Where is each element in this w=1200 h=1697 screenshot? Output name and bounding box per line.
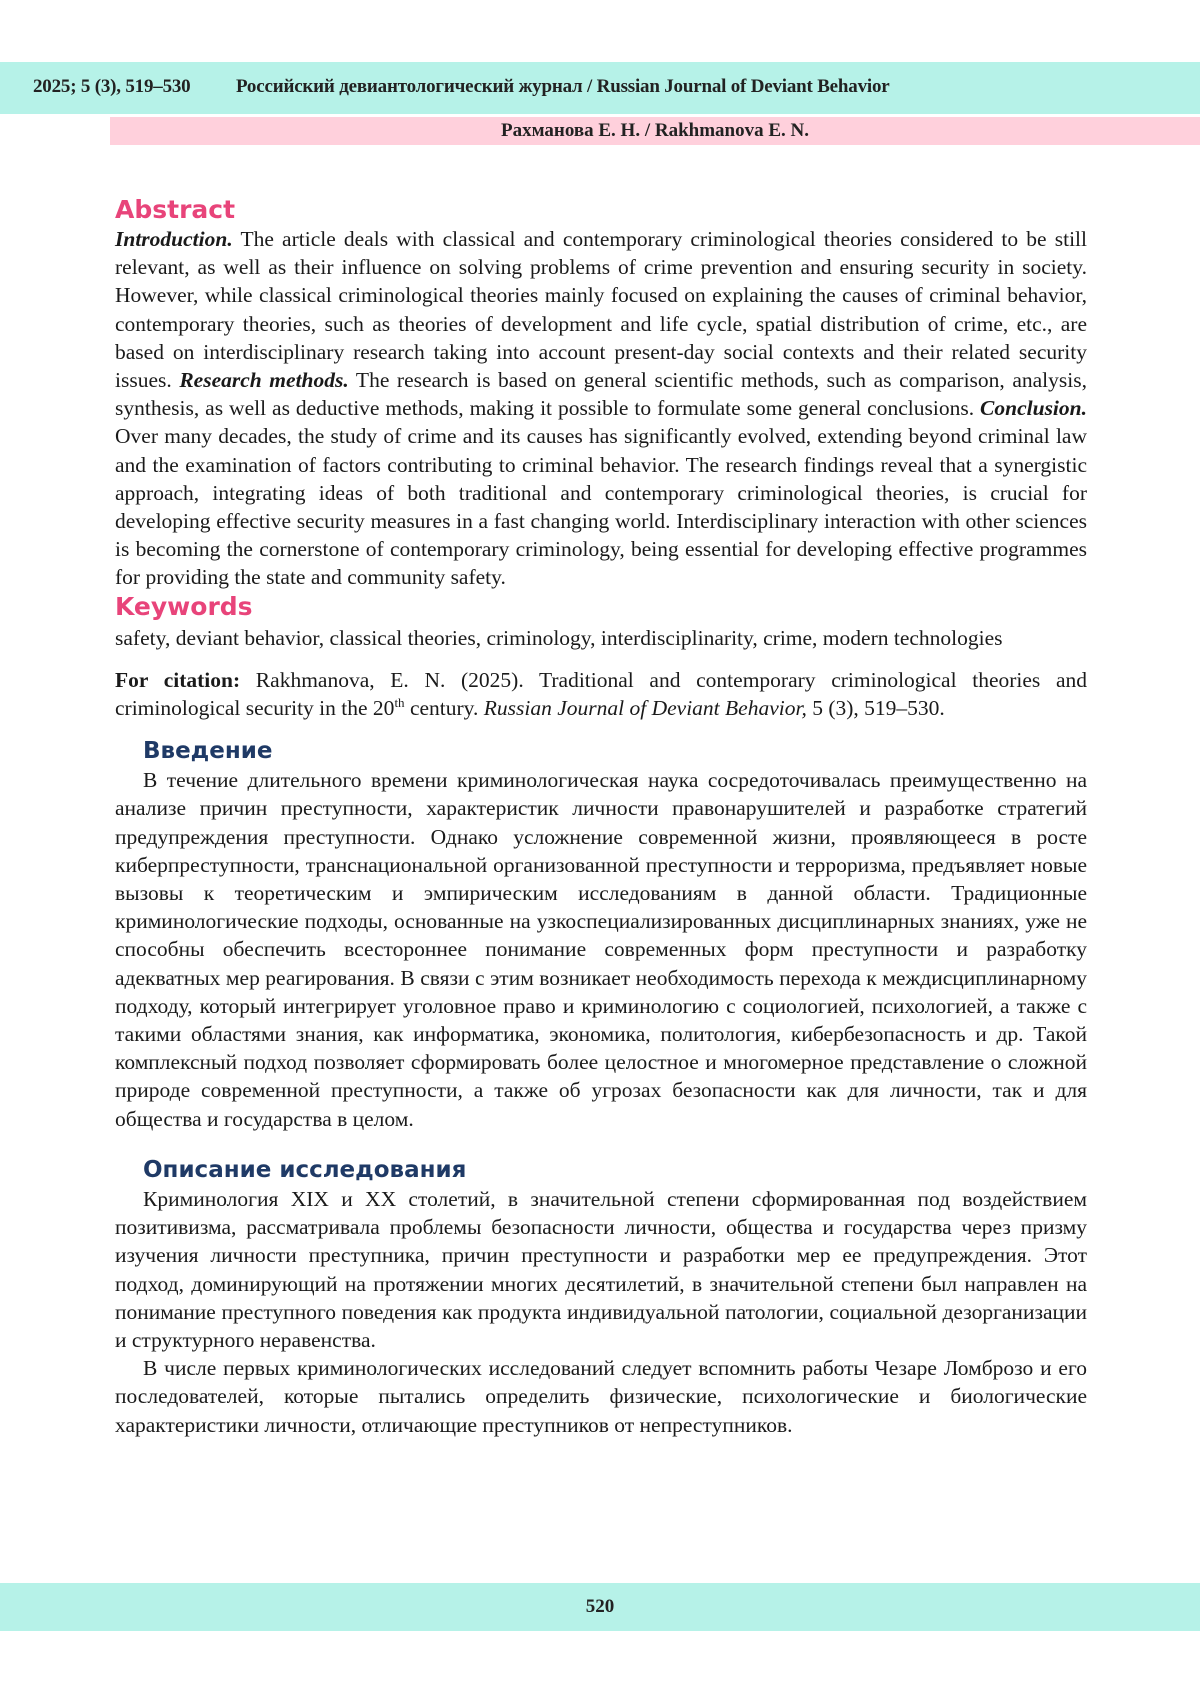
author-header [110, 117, 1200, 145]
citation-text-3: 5 (3), 519–530. [806, 696, 945, 721]
page-footer [0, 1583, 1200, 1631]
introduction-paragraph: В течение длительного времени криминологическая наука сосредоточивалась преимущественно на анализе причин преступности, характеристик личности правонарушителей и разработке стратегий предупреждения преступности. Однако усложнение современной жизни, проявляющееся в росте киберпреступности, транснациональной организованной преступности и терроризма, предъявляет новые вызовы к теоретическим и эмпирическим исследованиям в данной области. Традиционные криминологические подходы, основанные на узкоспециализированных дисциплинарных знаниях, уже не способны обеспечить всестороннее понимание современных форм преступности и разработку адекватных мер реагирования. В связи с этим возникает необходимость перехода к междисциплинарному подходу, который интегрирует уголовное право и криминологию с социологией, психологией, а также с такими областями знания, как информатика, экономика, политология, кибербезопасность и др. Такой комплексный подход позволяет сформировать более целостное и многомерное представление о сложной природе современной преступности, а также об угрозах безопасности как для личности, так и для общества и государства в целом. [115, 768, 1087, 1131]
citation [115, 666, 1087, 722]
intro-text: The article deals with classical and contemporary criminological theories considered to be still relevant, as well as their influence on solving problems of crime prevention and ensuring security in society. However, while classical criminological theories mainly focused on explaining the causes of criminal behavior, contemporary theories, such as theories of development and life cycle, spatial distribution of crime, etc., are based on interdisciplinary research taking into account present-day social contexts and their related security issues. [115, 227, 1087, 393]
introduction-heading: Введение [143, 738, 273, 765]
intro-label: Introduction. [115, 227, 233, 251]
study-paragraph-1: Криминология XIX и XX столетий, в значительной степени сформированная под воздействием позитивизма, рассматривала проблемы безопасности личности, общества и государства через призму изучения личности преступника, причин преступности и разработки мер ее предупреждения. Этот подход, доминирующий на протяжении многих десятилетий, в значительной степени был направлен на понимание преступного поведения как продукта индивидуальной патологии, социальной дезорганизации и структурного неравенства. [115, 1186, 1087, 1352]
citation-text-2: century. [404, 696, 484, 721]
page-number: 520 [585, 1596, 615, 1617]
citation-journal: Russian Journal of Deviant Behavior, [483, 696, 807, 721]
journal-title: Российский девиантологический журнал / Russian Journal of Deviant Behavior [236, 76, 890, 97]
keywords-heading: Keywords [115, 591, 253, 621]
article-body [115, 195, 1087, 1439]
abstract-heading: Abstract [115, 195, 236, 224]
keywords-text: safety, deviant behavior, classical theories, criminology, interdisciplinarity, crime, modern technologies [115, 625, 1003, 650]
conclusion-label: Conclusion. [980, 396, 1087, 421]
citation-text-1: Rakhmanova, E. N. (2025). Traditional and contemporary criminological theories and criminological security in the 20 [115, 667, 1088, 721]
study-heading: Описание исследования [143, 1156, 467, 1183]
citation-sup: th [394, 694, 405, 710]
issue-info: 2025; 5 (3), 519–530 [33, 76, 191, 97]
running-header [0, 62, 1200, 114]
methods-label: Research methods. [179, 368, 349, 393]
conclusion-text: Over many decades, the study of crime and its causes has significantly evolved, extending beyond criminal law and the examination of factors contributing to criminal behavior. The research findings reveal that a synergistic approach, integrating ideas of both traditional and contemporary criminological theories, is crucial for developing effective security measures in a fast changing world. Interdisciplinary interaction with other sciences is becoming the cornerstone of contemporary criminology, being essential for developing effective programmes for providing the state and community safety. [115, 424, 1087, 590]
study-paragraph-2: В числе первых криминологических исследований следует вспомнить работы Чезаре Ломброзо и его последователей, которые пытались определить физические, психологические и биологические характеристики личности, отличающие преступников от непреступников. [115, 1356, 1087, 1437]
methods-text: The research is based on general scientific methods, such as comparison, analysis, synthesis, as well as deductive methods, making it possible to formulate some general conclusions. [115, 368, 1087, 421]
abstract-paragraph [115, 225, 1087, 592]
author-name: Рахманова Е. Н. / Rakhmanova E. N. [500, 120, 810, 141]
citation-label: For citation: [115, 667, 241, 692]
